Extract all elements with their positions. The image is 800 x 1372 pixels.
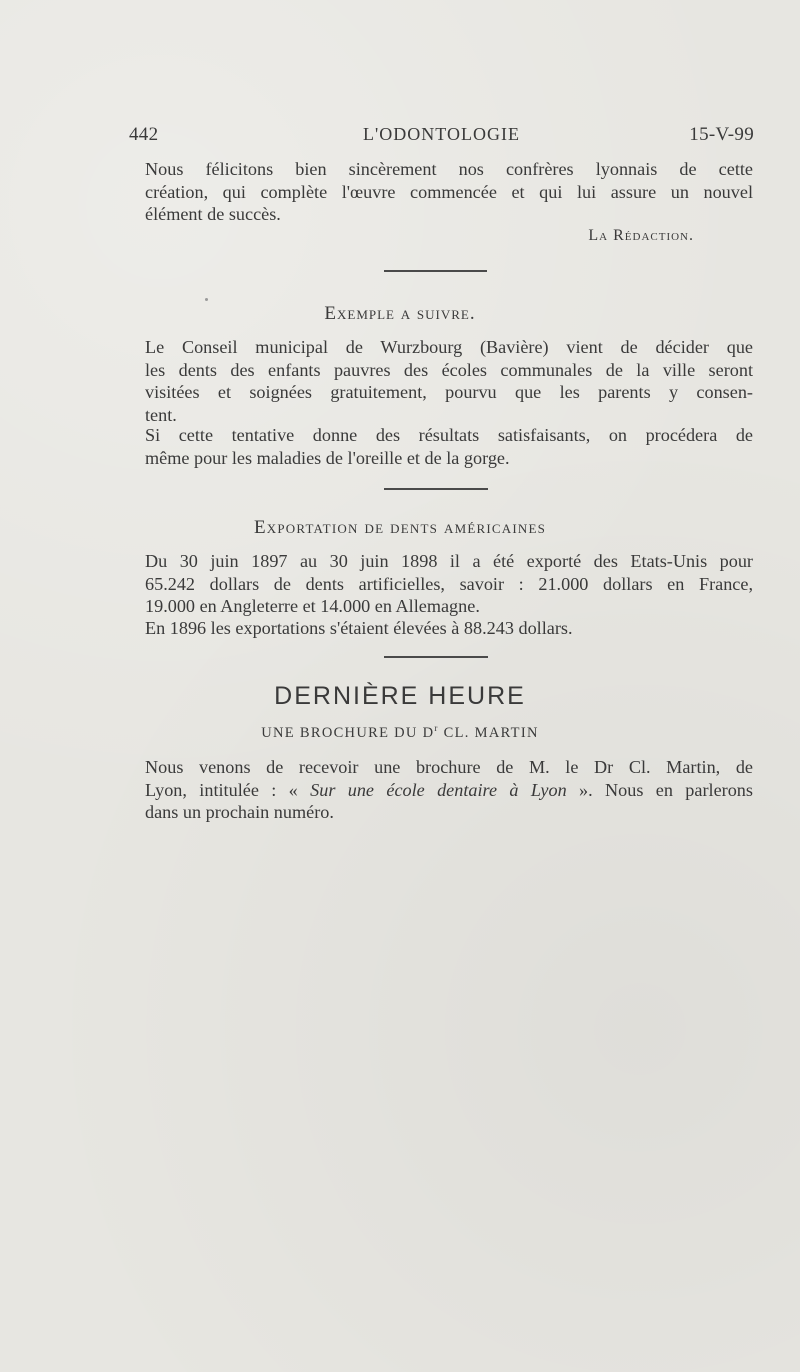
text-line	[137, 779, 753, 802]
intro-paragraph	[137, 158, 753, 226]
page-number: 442	[129, 124, 159, 145]
text-run: Lyon, intitulée : «	[145, 779, 311, 800]
text-line: dans un prochain numéro.	[145, 802, 334, 822]
subtitle-text: CL. MARTIN	[438, 725, 539, 741]
journal-title: L'ODONTOLOGIE	[363, 124, 520, 144]
exemple-paragraph-1	[137, 336, 753, 426]
text-line: Nous venons de recevoir une brochure de M. le Dr Cl. Martin, de	[145, 757, 753, 777]
subtitle-text: UNE BROCHURE DU D	[261, 725, 435, 741]
section-subtitle	[0, 725, 800, 742]
text-line: visitées et soignées gratuitement, pourvu que les parents y consen-	[145, 382, 753, 402]
text-line: tent.	[145, 404, 177, 425]
section-divider	[384, 488, 488, 490]
section-title-derniere-heure: DERNIÈRE HEURE	[274, 682, 526, 710]
print-speck	[205, 298, 208, 301]
text-line: les dents des enfants pauvres des écoles communales de la ville seront	[145, 359, 753, 380]
text-line: Si cette tentative donne des résultats satisfaisants, on procédera de	[145, 425, 753, 445]
issue-date: 15-V-99	[689, 124, 754, 145]
derniere-heure-paragraph	[137, 756, 753, 824]
exemple-paragraph-2	[137, 424, 753, 469]
text-line: création, qui complète l'œuvre commencée et qui lui assure un nouvel	[145, 181, 753, 202]
text-line: élément de succès.	[145, 204, 281, 224]
text-line: Du 30 juin 1897 au 30 juin 1898 il a été exporté des Etats-Unis pour	[145, 551, 753, 571]
running-header	[129, 124, 754, 150]
section-title-exemple: Exemple a suivre.	[324, 303, 476, 324]
text-line: Nous félicitons bien sincèrement nos confrères lyonnais de cette	[145, 159, 753, 179]
subtitle-superscript: r	[434, 723, 439, 734]
section-divider	[384, 270, 487, 272]
section-title-exportation: Exportation de dents américaines	[253, 517, 547, 538]
section-divider	[384, 656, 488, 658]
exportation-paragraph-2	[137, 617, 753, 640]
signature: La Rédaction.	[588, 227, 694, 244]
exportation-paragraph-1	[137, 550, 753, 618]
brochure-title: Sur une école dentaire à Lyon	[310, 779, 567, 800]
text-line: En 1896 les exportations s'étaient élevées à 88.243 dollars.	[145, 618, 573, 638]
text-run: ». Nous en parlerons	[566, 779, 753, 800]
text-line: même pour les maladies de l'oreille et de la gorge.	[145, 447, 510, 468]
text-line: 19.000 en Angleterre et 14.000 en Allemagne.	[145, 596, 480, 616]
text-line: Le Conseil municipal de Wurzbourg (Bavière) vient de décider que	[145, 337, 753, 357]
text-line: 65.242 dollars de dents artificielles, savoir : 21.000 dollars en France,	[145, 573, 753, 594]
